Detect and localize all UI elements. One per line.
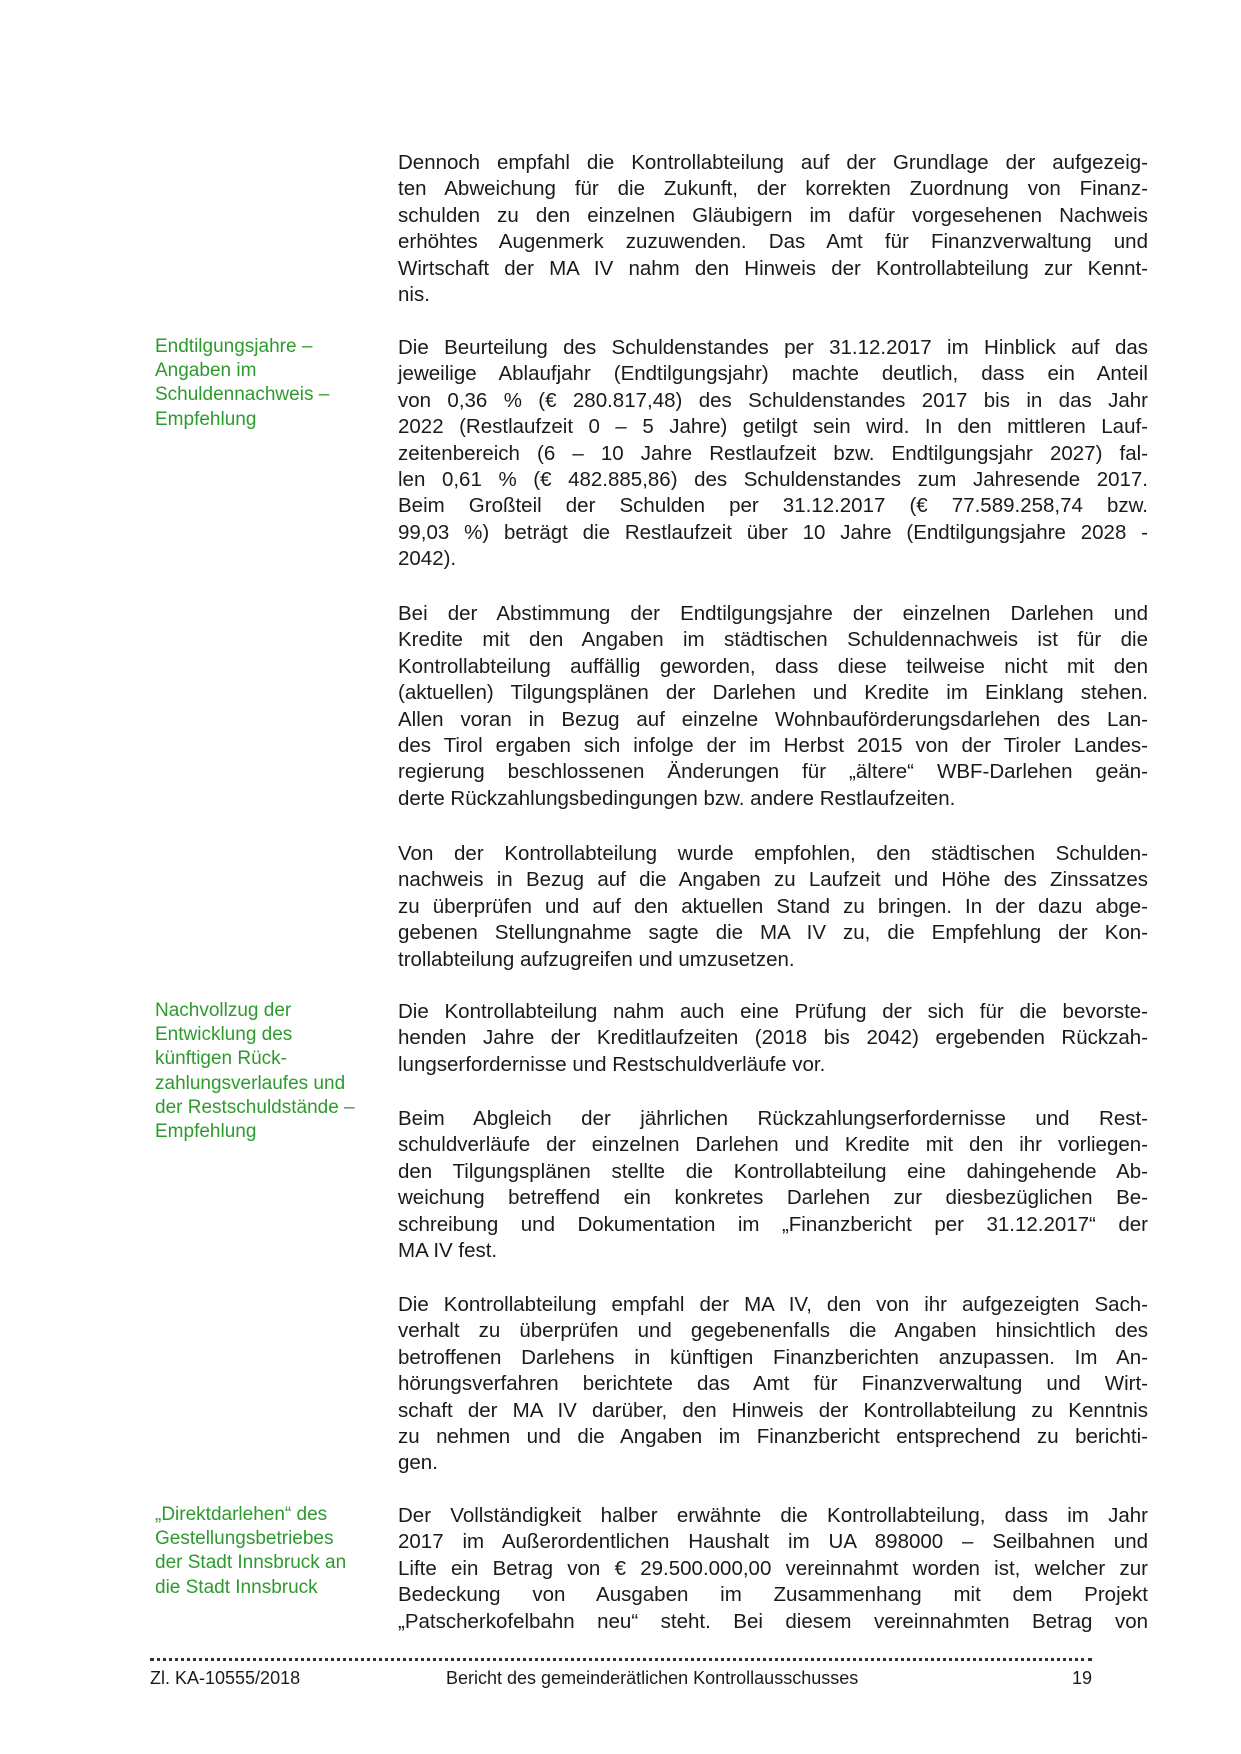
text-line: weichung betreffend ein konkretes Darlehen zur diesbezüglichen Be- [398,1186,1148,1210]
text-line: Bei der Abstimmung der Endtilgungsjahre der einzelnen Darlehen und [398,602,1148,625]
text-line: Allen voran in Bezug auf einzelne Wohnbauförderungsdarlehen des Lan- [398,707,1148,731]
paragraph-repayment-review [398,999,1148,1078]
text-line: 99,03 %) beträgt die Restlaufzeit über 10 Jahre (Endtilgungsjahre 2028 - [398,520,1148,544]
text-line: 2017 im Außerordentlichen Haushalt im UA 898000 – Seilbahnen und [398,1530,1148,1554]
margin-note-line: Nachvollzug der [155,1000,292,1021]
footer-divider [150,1652,1092,1661]
text-line: erhöhtes Augenmerk zuzuwenden. Das Amt für Finanzverwaltung und [398,230,1148,254]
margin-note-line: der Restschuldstände – [155,1096,355,1118]
text-line: schulden zu den einzelnen Gläubigern im dafür vorgesehenen Nachweis [398,203,1148,227]
text-line: Lifte ein Betrag von € 29.500.000,00 vereinnahmt worden ist, welcher zur [398,1556,1148,1580]
text-line: gen. [398,1451,438,1475]
margin-note-line: zahlungsverlaufes und [155,1072,346,1094]
margin-note-line: Entwicklung des [155,1024,293,1046]
margin-note-line: Schuldennachweis – [155,384,330,406]
margin-note-line: Empfehlung [155,408,257,430]
paragraph-direktdarlehen [398,1503,1148,1635]
text-line: (aktuellen) Tilgungsplänen der Darlehen und Kredite im Einklang stehen. [398,681,1148,705]
text-line: Die Beurteilung des Schuldenstandes per 31.12.2017 im Hinblick auf das [398,336,1148,359]
text-line: Wirtschaft der MA IV nahm den Hinweis der Kontrollabteilung zur Kennt- [398,256,1148,280]
text-line: henden Jahre der Kreditlaufzeiten (2018 bis 2042) ergebenden Rückzah- [398,1026,1148,1050]
text-line: regierung beschlossenen Änderungen für „ältere“ WBF-Darlehen geän- [398,760,1148,784]
text-line: des Tirol ergaben sich infolge der im Herbst 2015 von der Tiroler Landes- [398,734,1148,758]
paragraph-maturity-recommendation [398,841,1148,973]
text-line: den Tilgungsplänen stellte die Kontrollabteilung eine dahingehende Ab- [398,1159,1148,1183]
text-line: len 0,61 % (€ 482.885,86) des Schuldenstandes zum Jahresende 2017. [398,468,1148,492]
text-line: Von der Kontrollabteilung wurde empfohlen, den städtischen Schulden- [398,842,1148,865]
text-line: 2042). [398,547,457,571]
margin-note-line: Gestellungsbetriebes [155,1528,334,1550]
text-line: Die Kontrollabteilung nahm auch eine Prüfung der sich für die bevorste- [398,1000,1148,1023]
margin-note-line: die Stadt Innsbruck [155,1576,318,1598]
margin-note-line: der Stadt Innsbruck an [155,1552,347,1574]
text-line: jeweilige Ablaufjahr (Endtilgungsjahr) machte deutlich, dass ein Anteil [398,362,1148,386]
margin-note-line: „Direktdarlehen“ des [155,1504,328,1525]
text-line: Dennoch empfahl die Kontrollabteilung auf der Grundlage der aufgezeig- [398,151,1148,174]
text-line: trollabteilung aufzugreifen und umzusetzen. [398,947,795,971]
margin-note-direktdarlehen [155,1503,385,1600]
paragraph-maturity-reconciliation [398,601,1148,812]
text-line: MA IV fest. [398,1239,498,1263]
footer-title: Bericht des gemeinderätlichen Kontrollausschusses [446,1668,859,1688]
text-line: schreibung und Dokumentation im „Finanzbericht per 31.12.2017“ der [398,1212,1148,1236]
text-line: nachweis in Bezug auf die Angaben zu Laufzeit und Höhe des Zinssatzes [398,868,1148,892]
text-line: schuldverläufe der einzelnen Darlehen und Kredite mit den ihr vorliegen- [398,1133,1148,1157]
text-line: betroffenen Darlehens in künftigen Finanzberichten anzupassen. Im An- [398,1345,1148,1369]
text-line: Die Kontrollabteilung empfahl der MA IV, den von ihr aufgezeigten Sach- [398,1293,1148,1316]
margin-note-repayment-development [155,999,385,1144]
margin-note-line: Endtilgungsjahre – [155,336,313,357]
text-line: 2022 (Restlaufzeit 0 – 5 Jahre) getilgt sein wird. In den mittleren Lauf- [398,415,1148,439]
paragraph-repayment-recommendation [398,1292,1148,1477]
text-line: lungserfordernisse und Restschuldverläufe vor. [398,1052,826,1076]
text-line: Beim Abgleich der jährlichen Rückzahlungserfordernisse und Rest- [398,1107,1148,1130]
text-line: Beim Großteil der Schulden per 31.12.2017 (€ 77.589.258,74 bzw. [398,494,1148,518]
paragraph-repayment-deviation [398,1106,1148,1264]
text-line: nis. [398,283,430,307]
paragraph-recommendation-creditor-assignment [398,150,1148,308]
text-line: von 0,36 % (€ 280.817,48) des Schuldenstandes 2017 bis in das Jahr [398,388,1148,412]
text-line: hörungsverfahren berichtete das Amt für Finanzverwaltung und Wirt- [398,1372,1148,1396]
footer-reference: Zl. KA-10555/2018 [150,1668,301,1688]
text-line: zu überprüfen und auf den aktuellen Stand zu bringen. In der dazu abge- [398,894,1148,918]
text-line: „Patscherkofelbahn neu“ steht. Bei diesem vereinnahmten Betrag von [398,1609,1148,1633]
margin-note-line: Angaben im [155,360,257,382]
text-line: Bedeckung von Ausgaben im Zusammenhang mit dem Projekt [398,1583,1148,1607]
text-line: gebenen Stellungnahme sagte die MA IV zu, die Empfehlung der Kon- [398,921,1148,945]
margin-note-endtilgungsjahre [155,335,385,432]
text-line: Kredite mit den Angaben im städtischen Schuldennachweis ist für die [398,628,1148,652]
text-line: ten Abweichung für die Zukunft, der korrekten Zuordnung von Finanz- [398,177,1148,201]
margin-note-line: Empfehlung [155,1121,257,1143]
text-line: verhalt zu überprüfen und gegebenenfalls die Angaben hinsichtlich des [398,1319,1148,1343]
footer-page-number: 19 [1072,1668,1093,1688]
text-line: zeitenbereich (6 – 10 Jahre Restlaufzeit bzw. Endtilgungsjahr 2027) fal- [398,441,1148,465]
text-line: Kontrollabteilung auffällig geworden, dass diese teilweise nicht mit den [398,654,1148,678]
text-line: zu nehmen und die Angaben im Finanzbericht entsprechend zu berichti- [398,1425,1148,1449]
margin-note-line: künftigen Rück- [155,1048,288,1070]
text-line: derte Rückzahlungsbedingungen bzw. andere Restlaufzeiten. [398,786,956,810]
paragraph-debt-maturity-assessment [398,335,1148,573]
text-line: Der Vollständigkeit halber erwähnte die Kontrollabteilung, dass im Jahr [398,1504,1148,1527]
text-line: schaft der MA IV darüber, den Hinweis der Kontrollabteilung zu Kenntnis [398,1398,1148,1422]
